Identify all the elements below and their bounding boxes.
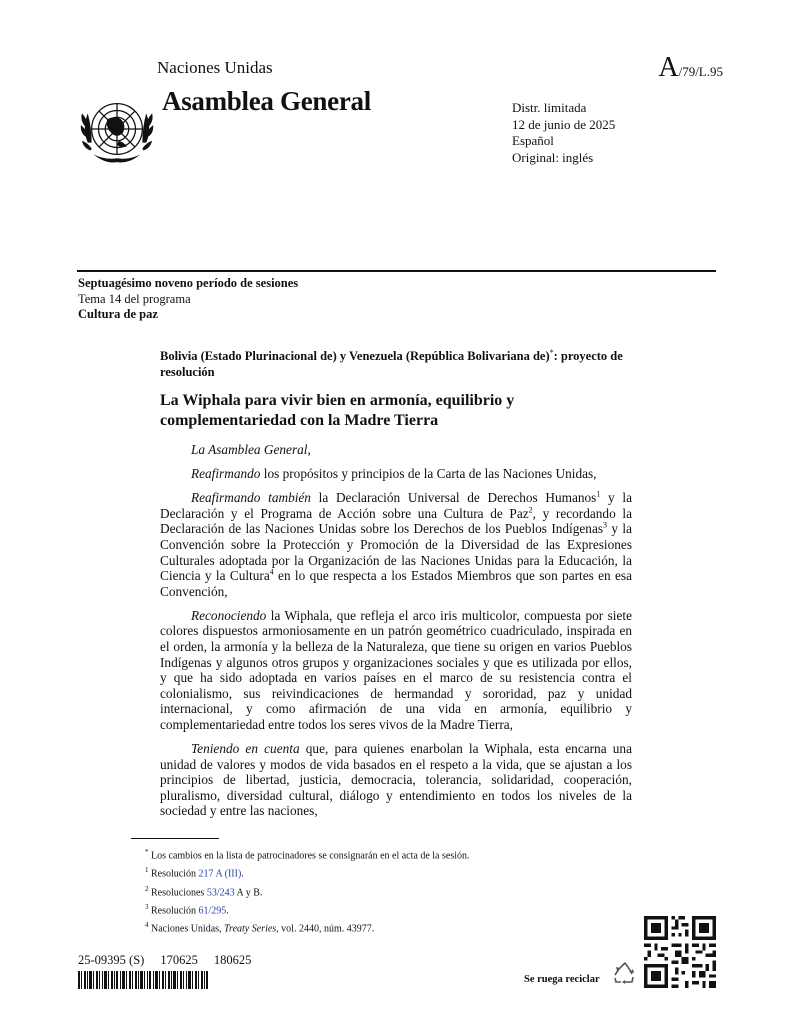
release-date: 180625 bbox=[213, 953, 252, 967]
paragraph-text: los propósitos y principios de la Carta de las Naciones Unidas, bbox=[260, 466, 597, 482]
sponsors-footnote-mark: * bbox=[549, 348, 554, 357]
footnotes bbox=[145, 845, 665, 937]
paragraph-text: la Wiphala, que refleja el arco iris multicolor, compuesta por siete colores dispuestos armoniosamente en un patrón geométrico cuadriculado, inspirada en el orden, la armonía y la belleza de la Naturaleza, que tiene su origen en varios Pueblos Indígenas y algunos otros grupos y organizaciones sociales y que es utilizada por ellos, y que ha sido adoptada en varios países en el marco de su resistencia contra el colonialismo, sus reivindicaciones de hermandad y sororidad, paz y unidad internacional, y como afirmación de una vida en armonía, equilibrio y complementariedad entre todos los seres vivos de la Madre Tierra, bbox=[160, 607, 632, 732]
organization-name: Naciones Unidas bbox=[157, 58, 273, 77]
recycle-icon bbox=[612, 961, 638, 987]
sponsors-suffix: : proyecto de resolución bbox=[160, 349, 623, 380]
footnote-2 bbox=[145, 882, 665, 900]
paragraph-lead: Teniendo en cuenta bbox=[191, 741, 300, 757]
footnote-star bbox=[145, 845, 665, 863]
footnote-ref[interactable]: 2 bbox=[528, 505, 533, 515]
footnote-mark: 3 bbox=[145, 902, 149, 911]
paragraph-text: y la Declaración y el Programa de Acción sobre una Cultura de Paz bbox=[160, 490, 632, 521]
paragraph-text: la Declaración Universal de Derechos Humanos bbox=[310, 490, 597, 506]
paragraph-text: y la Convención sobre la Protección y Promoción de la Diversidad de las Expresiones Culturales adoptada por la Organización de las Naciones Unidas para la Educación, la Ciencia y la Cultura bbox=[160, 521, 632, 584]
original-language: Original: inglés bbox=[512, 149, 594, 165]
processing-date: 170625 bbox=[160, 953, 198, 967]
un-emblem-icon bbox=[78, 90, 156, 168]
paragraph-lead: Reconociendo bbox=[191, 607, 267, 623]
footnote-mark: 1 bbox=[145, 866, 149, 875]
footnote-text: , vol. 2440, núm. 43977. bbox=[276, 923, 375, 935]
footnote-mark: 4 bbox=[145, 921, 149, 930]
footnote-text: . bbox=[241, 868, 244, 880]
distribution-type: Distr. limitada bbox=[512, 100, 587, 115]
document-number-line bbox=[78, 953, 267, 968]
footnote-text: Resoluciones bbox=[148, 886, 207, 898]
sponsors-text: Bolivia (Estado Plurinacional de) y Venezuela (República Bolivariana de) bbox=[160, 349, 550, 364]
footnote-text: Los cambios en la lista de patrocinadores se consignarán en el acta de la sesión. bbox=[148, 850, 470, 862]
session-name: Septuagésimo noveno período de sesiones bbox=[78, 276, 299, 290]
paragraph-recognizing bbox=[160, 608, 632, 733]
footnote-link[interactable]: 217 A (III) bbox=[198, 868, 242, 880]
paragraph-text: que, para quienes enarbolan la Wiphala, esta encarna una unidad de valores y modos de vida basados en el respeto a la vida, que se ajustan a los principios de libertad, justicia, democracia, tolerancia, solidaridad, cooperación, pluralismo, diversidad cultural, diálogo y entendimiento en todos los niveles de la sociedad y entre las naciones, bbox=[160, 741, 632, 819]
paragraph-text: en lo que respecta a los Estados Miembros que son partes en esa Convención, bbox=[160, 568, 632, 599]
agenda-item: Tema 14 del programa bbox=[78, 291, 191, 306]
resolution-title: La Wiphala para vivir bien en armonía, equilibrio y complementariedad con la Madre Tierra bbox=[160, 392, 515, 429]
paragraph-assembly bbox=[191, 442, 632, 458]
distribution-block bbox=[512, 100, 615, 166]
footnote-text: Naciones Unidas, bbox=[148, 923, 225, 935]
document-symbol-letter: A bbox=[658, 52, 679, 83]
sponsors-line bbox=[160, 345, 630, 380]
document-number: 25-09395 (S) bbox=[78, 953, 145, 967]
footnote-link[interactable]: 53/243 bbox=[206, 886, 235, 898]
footnote-mark: * bbox=[145, 848, 149, 856]
footnote-ref[interactable]: 4 bbox=[269, 567, 274, 577]
assembly-title: Asamblea General bbox=[162, 86, 371, 116]
document-language: Español bbox=[512, 133, 554, 148]
header-divider bbox=[77, 270, 716, 272]
resolution-body bbox=[160, 442, 632, 828]
paragraph-bearing-in-mind bbox=[160, 741, 632, 819]
footnote-text: Resolución bbox=[148, 905, 199, 917]
barcode-icon bbox=[78, 971, 208, 989]
footnote-ref[interactable]: 3 bbox=[603, 520, 608, 530]
footnote-divider bbox=[131, 838, 219, 839]
qr-code-icon bbox=[644, 916, 716, 988]
session-block bbox=[78, 276, 298, 323]
paragraph-text: , y recordando la Declaración de las Naciones Unidas sobre los Derechos de los Pueblos Indígenas bbox=[160, 505, 632, 537]
recycle-notice: Se ruega reciclar bbox=[524, 974, 600, 985]
paragraph-lead: Reafirmando también bbox=[191, 490, 311, 506]
agenda-topic: Cultura de paz bbox=[78, 307, 158, 321]
footnote-4 bbox=[145, 918, 665, 936]
footnote-1 bbox=[145, 863, 665, 881]
footnote-text: A y B. bbox=[234, 886, 263, 898]
footnote-text: . bbox=[226, 905, 229, 917]
footnote-3 bbox=[145, 900, 665, 918]
footnote-ref[interactable]: 1 bbox=[596, 489, 601, 499]
issue-date: 12 de junio de 2025 bbox=[512, 116, 616, 132]
footnote-italic: Treaty Series bbox=[224, 923, 277, 935]
footnote-link[interactable]: 61/295 bbox=[198, 905, 227, 917]
paragraph-reaffirming bbox=[160, 466, 632, 482]
paragraph-lead: La Asamblea General bbox=[191, 442, 308, 457]
document-symbol-number: /79/L.95 bbox=[678, 64, 723, 79]
document-symbol bbox=[658, 52, 723, 84]
paragraph-text: , bbox=[307, 442, 311, 457]
paragraph-reaffirming-also bbox=[160, 490, 632, 599]
footnote-mark: 2 bbox=[145, 884, 149, 893]
footnote-text: Resolución bbox=[148, 868, 199, 880]
paragraph-lead: Reafirmando bbox=[191, 466, 261, 482]
